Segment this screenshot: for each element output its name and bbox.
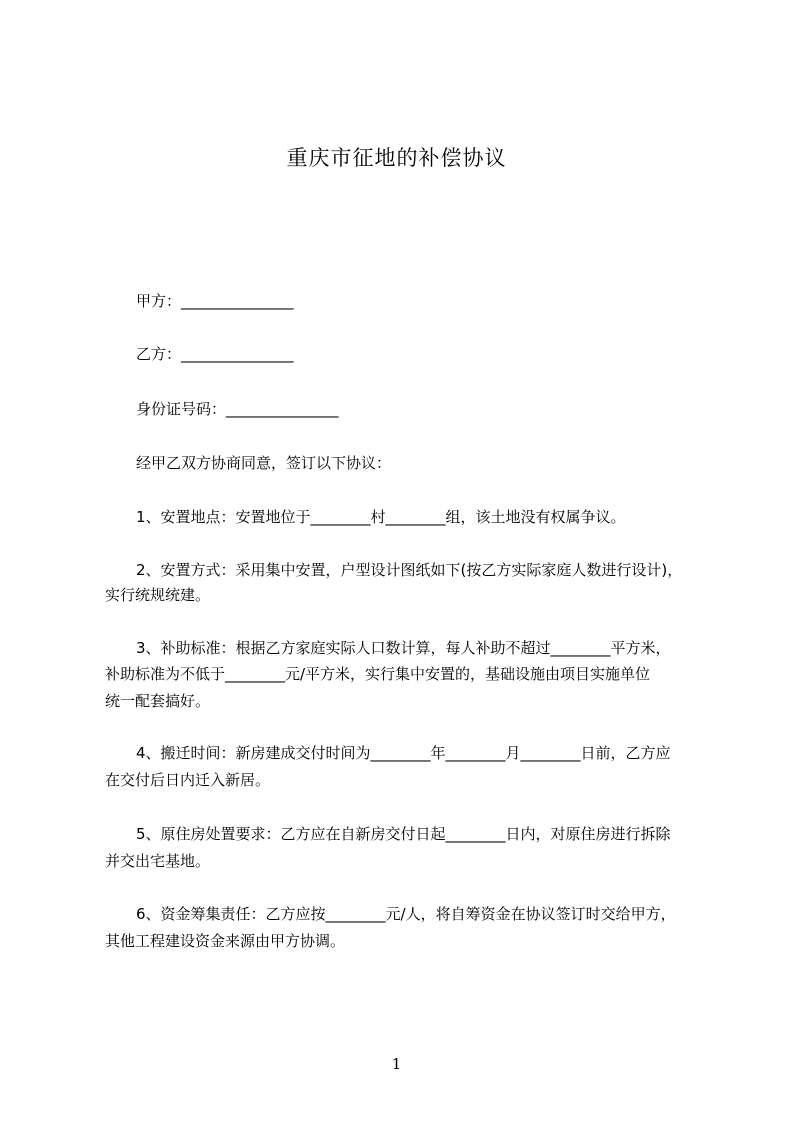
clause-1-line-1: 1、安置地点：安置地位于________村________组，该土地没有权属争议。 <box>136 508 626 526</box>
document-title: 重庆市征地的补偿协议 <box>286 146 507 170</box>
intro-line: 经甲乙双方协商同意，签订以下协议： <box>136 454 392 472</box>
id-number-line: 身份证号码：_______________ <box>136 400 339 418</box>
clause-6-line-2: 其他工程建设资金来源由甲方协调。 <box>105 932 346 950</box>
page-number: 1 <box>391 1055 402 1073</box>
clause-6-line-1: 6、资金筹集责任：乙方应按________元/人，将自筹资金在协议签订时交给甲方， <box>136 905 676 923</box>
clause-5-line-2: 并交出宅基地。 <box>105 852 211 870</box>
clause-4-line-1: 4、搬迁时间：新房建成交付时间为________年________月________日前，乙方应 <box>136 744 671 762</box>
party-a-line: 甲方：_______________ <box>136 292 294 310</box>
party-b-line: 乙方：_______________ <box>136 345 294 363</box>
clause-3-line-3: 统一配套搞好。 <box>105 692 211 710</box>
clause-2-line-2: 实行统规统建。 <box>105 586 211 604</box>
clause-2-line-1: 2、安置方式：采用集中安置，户型设计图纸如下(按乙方实际家庭人数进行设计)， <box>136 561 683 579</box>
clause-3-line-1: 3、补助标准：根据乙方家庭实际人口数计算，每人补助不超过________平方米， <box>136 639 671 657</box>
clause-3-line-2: 补助标准为不低于________元/平方米，实行集中安置的，基础设施由项目实施单位 <box>105 665 651 683</box>
clause-5-line-1: 5、原住房处置要求：乙方应在自新房交付日起________日内，对原住房进行拆除 <box>136 825 671 843</box>
clause-4-line-2: 在交付后日内迁入新居。 <box>105 771 271 789</box>
